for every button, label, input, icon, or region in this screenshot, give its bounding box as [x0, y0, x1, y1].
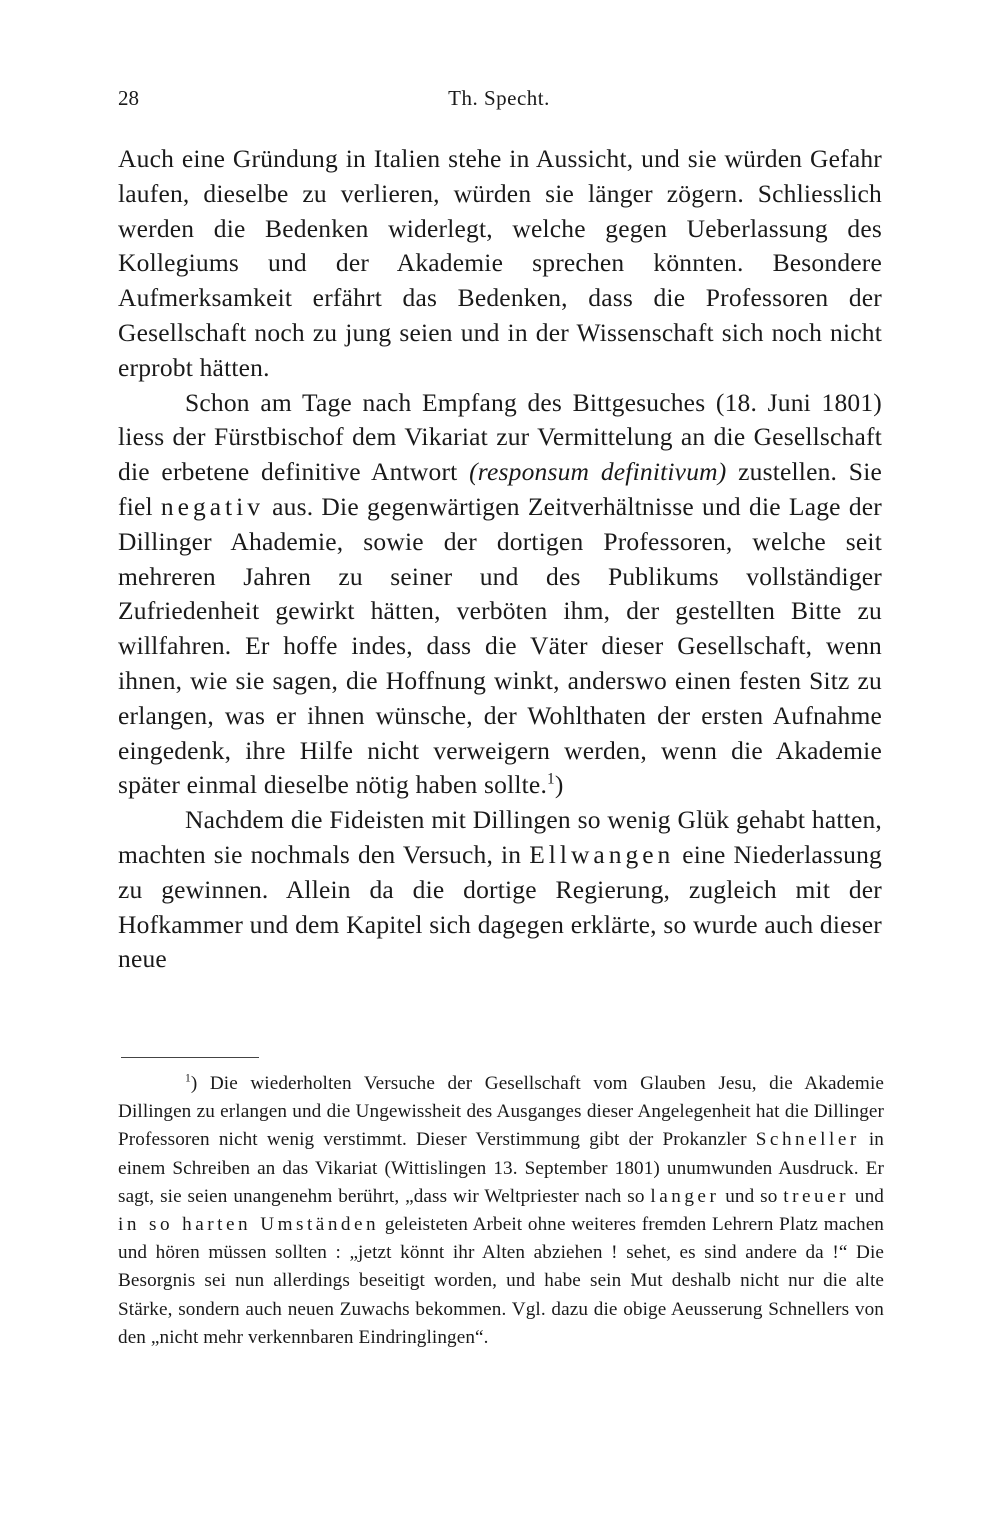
spaced-emphasis-text: Schneller [755, 1129, 860, 1151]
italic-text: (responsum definitivum) [469, 457, 727, 487]
text-run: in einem Schreiben an das Vikariat (Wittislingen 13. September 1801) unumwunden Ausdruck. Er sagt, sie seien unangenehm berührt, „dass wir Weltpriester nach so [118, 1129, 884, 1207]
page-number: 28 [118, 86, 139, 110]
text-run: zustellen. Sie fiel [118, 457, 882, 521]
text-run: und [849, 1185, 884, 1207]
text-run: Auch eine Gründung in Italien stehe in Aussicht, und sie würden Gefahr laufen, dieselbe zu verlieren, würden sie länger zögern. Schliesslich werden die Bedenken widerlegt, welche gegen Ueberlassung des Kollegiums und der Akademie sprechen könnten. Besondere Aufmerksamkeit erfährt das Bedenken, dass die Professoren der Gesellschaft noch zu jung seien und in der Wissenschaft sich noch nicht erprobt hätten. [118, 144, 882, 382]
text-run: aus. Die gegenwärtigen Zeitverhältnisse und die Lage der Dillinger Ahademie, sowie der dortigen Professoren, welche seit mehreren Jahren zu seiner und des Publikums vollständiger Zufriedenheit gewirkt hätten, verböten ihm, der gestellten Bitte zu willfahren. Er hoffe indes, dass die Väter dieser Gesellschaft, wenn ihnen, wie sie sagen, die Hoffnung winkt, anderswo einen festen Sitz zu erlangen, was er ihnen wünsche, der Wohlthaten der ersten Aufnahme eingedenk, ihre Hilfe nicht verweigern werden, wenn die Akademie später einmal dieselbe nötig haben sollte. [118, 491, 882, 800]
spaced-emphasis-text: negativ [160, 491, 264, 521]
text-run: ) Die wiederholten Versuche der Gesellschaft vom Glauben Jesu, die Akademie Dillingen zu erlangen und die Ungewissheit des Ausganges dieser Angelegenheit hat die Dillinger Professoren nicht wenig verstimmt. Dieser Verstimmung gibt der Prokanzler [118, 1073, 884, 1151]
paragraph [118, 803, 882, 977]
text-run: geleisteten Arbeit ohne weiteres fremden Lehrern Platz machen und hören müssen sollten : „jetzt könnt ihr Alten abziehen ! sehet, es sind andere da !“ Die Besorgnis sei nun allerdings beseitigt worden, und habe sein Mut deshalb nicht nur die alte Stärke, sondern auch neuen Zuwachs bekommen. Vgl. dazu die obige Aeusserung Schnellers von den „nicht mehr verkennbaren Eindringlingen“. [118, 1214, 885, 1348]
footnotes [118, 1070, 884, 1352]
text-run: eine Niederlassung zu gewinnen. Allein da die dortige Regierung, zugleich mit der Hofkammer und dem Kapitel sich dagegen erklärte, so wurde auch dieser neue [118, 839, 882, 974]
text-run: Nachdem die Fideisten mit Dillingen so wenig Glük gehabt hatten, machten sie nochmals den Versuch, in [118, 805, 882, 869]
footnote [118, 1070, 884, 1352]
page-header [118, 86, 880, 116]
spaced-emphasis-text: treuer [783, 1185, 850, 1207]
footnote-marker: 1 [547, 770, 555, 788]
spaced-emphasis-text: Ellwangen [529, 839, 675, 869]
running-title: Th. Specht. [448, 86, 550, 110]
spaced-emphasis-text: langer [650, 1185, 720, 1207]
spaced-emphasis-text: in so harten Umständen [118, 1214, 380, 1236]
text-run: und so [719, 1185, 784, 1207]
paragraph [118, 142, 882, 386]
paragraph [118, 386, 882, 804]
footnote-marker: 1 [185, 1072, 191, 1085]
footnote-separator [121, 1057, 259, 1058]
text-run: Schon am Tage nach Empfang des Bittgesuches (18. Juni 1801) liess der Fürstbischof dem Vikariat zur Vermittelung an die Gesellschaft die erbetene definitive Antwort [118, 387, 882, 487]
text-run: ) [554, 770, 564, 800]
main-text [118, 142, 882, 977]
